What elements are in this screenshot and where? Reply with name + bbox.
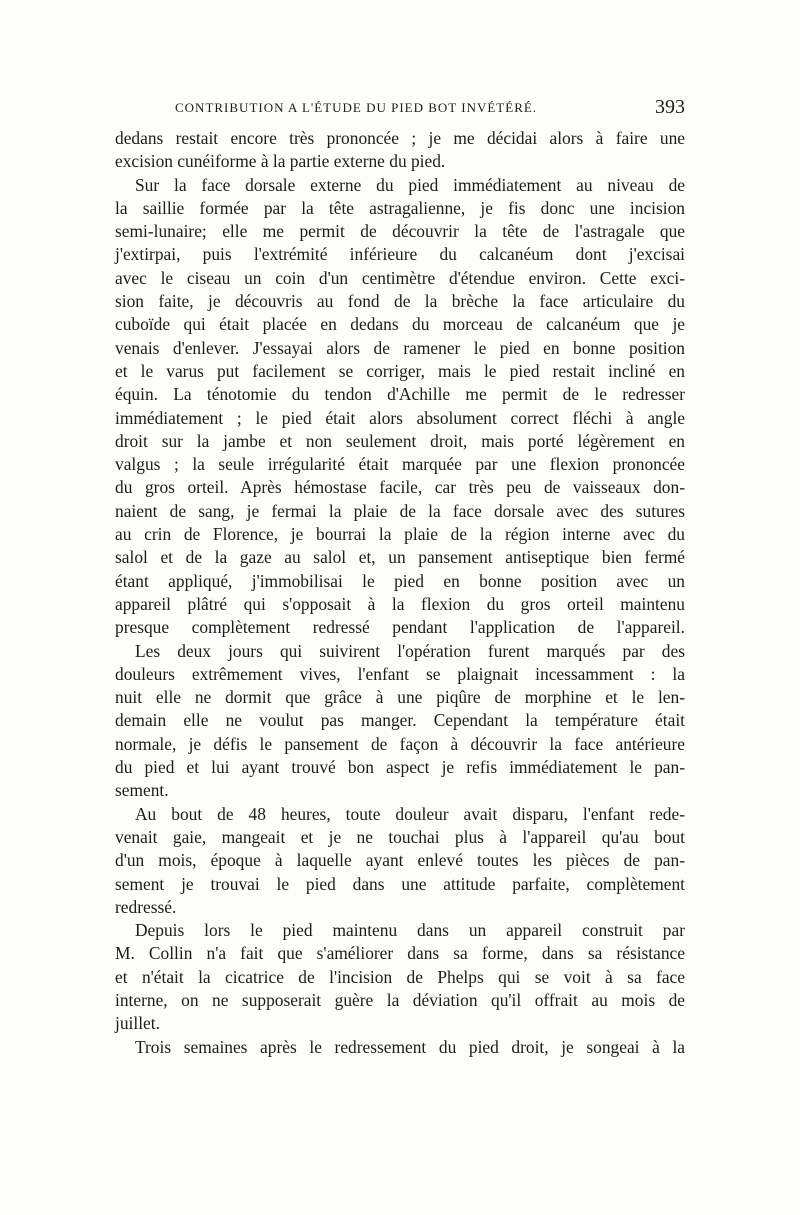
page-header xyxy=(115,98,685,124)
text-line: sion faite, je découvris au fond de la brèche la face articulaire du xyxy=(115,291,685,312)
text-line: valgus ; la seule irrégularité était marquée par une flexion prononcée xyxy=(115,454,685,475)
text-line: du gros orteil. Après hémostase facile, car très peu de vaisseaux don- xyxy=(115,477,685,498)
text-line: droit sur la jambe et non seulement droit, mais porté légèrement en xyxy=(115,430,685,451)
text-line: dedans restait encore très prononcée ; je me décidai alors à faire une xyxy=(115,128,685,148)
text-line: venais d'enlever. J'essayai alors de ramener le pied en bonne position xyxy=(115,337,685,358)
page-number: 393 xyxy=(655,96,685,118)
text-line: juillet. xyxy=(115,1013,160,1034)
text-line: demain elle ne voulut pas manger. Cependant la température était xyxy=(115,710,685,731)
text-line: d'un mois, époque à laquelle ayant enlevé toutes les pièces de pan- xyxy=(115,850,685,871)
text-line: appareil plâtré qui s'opposait à la flexion du gros orteil maintenu xyxy=(115,593,685,614)
text-line: équin. La ténotomie du tendon d'Achille me permit de le redresser xyxy=(115,384,685,405)
text-line: la saillie formée par la tête astragalienne, je fis donc une incision xyxy=(115,197,685,218)
text-line: du pied et lui ayant trouvé bon aspect je refis immédiatement le pan- xyxy=(115,757,685,778)
text-line: sement. xyxy=(115,780,169,801)
text-line: presque complètement redressé pendant l'application de l'appareil. xyxy=(115,617,685,638)
text-line: naient de sang, je fermai la plaie de la face dorsale avec des sutures xyxy=(115,500,685,521)
text-line: Les deux jours qui suivirent l'opération furent marqués par des xyxy=(135,640,685,661)
text-line: étant appliqué, j'immobilisai le pied en bonne position avec un xyxy=(115,570,685,591)
text-line: cuboïde qui était placée en dedans du morceau de calcanéum que je xyxy=(115,314,685,335)
text-line: et le varus put facilement se corriger, mais le pied restait incliné en xyxy=(115,360,685,381)
text-line: au crin de Florence, je bourrai la plaie de la région interne avec du xyxy=(115,524,685,545)
text-line: avec le ciseau un coin d'un centimètre d'étendue environ. Cette exci- xyxy=(115,267,685,288)
text-line: sement je trouvai le pied dans une attitude parfaite, complètement xyxy=(115,873,685,894)
text-line: Sur la face dorsale externe du pied immédiatement au niveau de xyxy=(135,174,685,195)
text-line: j'extirpai, puis l'extrémité inférieure du calcanéum dont j'excisai xyxy=(115,244,685,265)
text-line: salol et de la gaze au salol et, un pansement antiseptique bien fermé xyxy=(115,547,685,568)
text-line: immédiatement ; le pied était alors absolument correct fléchi à angle xyxy=(115,407,685,428)
text-line: redressé. xyxy=(115,896,177,917)
text-line: M. Collin n'a fait que s'améliorer dans sa forme, dans sa résistance xyxy=(115,943,685,964)
text-line: interne, on ne supposerait guère la déviation qu'il offrait au mois de xyxy=(115,989,685,1010)
text-line: Trois semaines après le redressement du pied droit, je songeai à la xyxy=(135,1036,685,1057)
text-line: semi-lunaire; elle me permit de découvrir la tête de l'astragale que xyxy=(115,221,685,242)
text-line: Depuis lors le pied maintenu dans un appareil construit par xyxy=(135,920,685,941)
text-line: douleurs extrêmement vives, l'enfant se plaignait incessamment : la xyxy=(115,663,685,684)
text-line: normale, je défis le pansement de façon à découvrir la face antérieure xyxy=(115,733,685,754)
body-text xyxy=(115,127,685,1059)
text-line: nuit elle ne dormit que grâce à une piqûre de morphine et le len- xyxy=(115,687,685,708)
text-line: excision cunéiforme à la partie externe du pied. xyxy=(115,151,446,172)
running-title: CONTRIBUTION A L'ÉTUDE DU PIED BOT INVÉTÉRÉ. xyxy=(175,100,538,115)
text-line: Au bout de 48 heures, toute douleur avait disparu, l'enfant rede- xyxy=(135,803,685,824)
text-line: et n'était la cicatrice de l'incision de Phelps qui se voit à sa face xyxy=(115,966,685,987)
text-line: venait gaie, mangeait et je ne touchai plus à l'appareil qu'au bout xyxy=(115,826,685,847)
